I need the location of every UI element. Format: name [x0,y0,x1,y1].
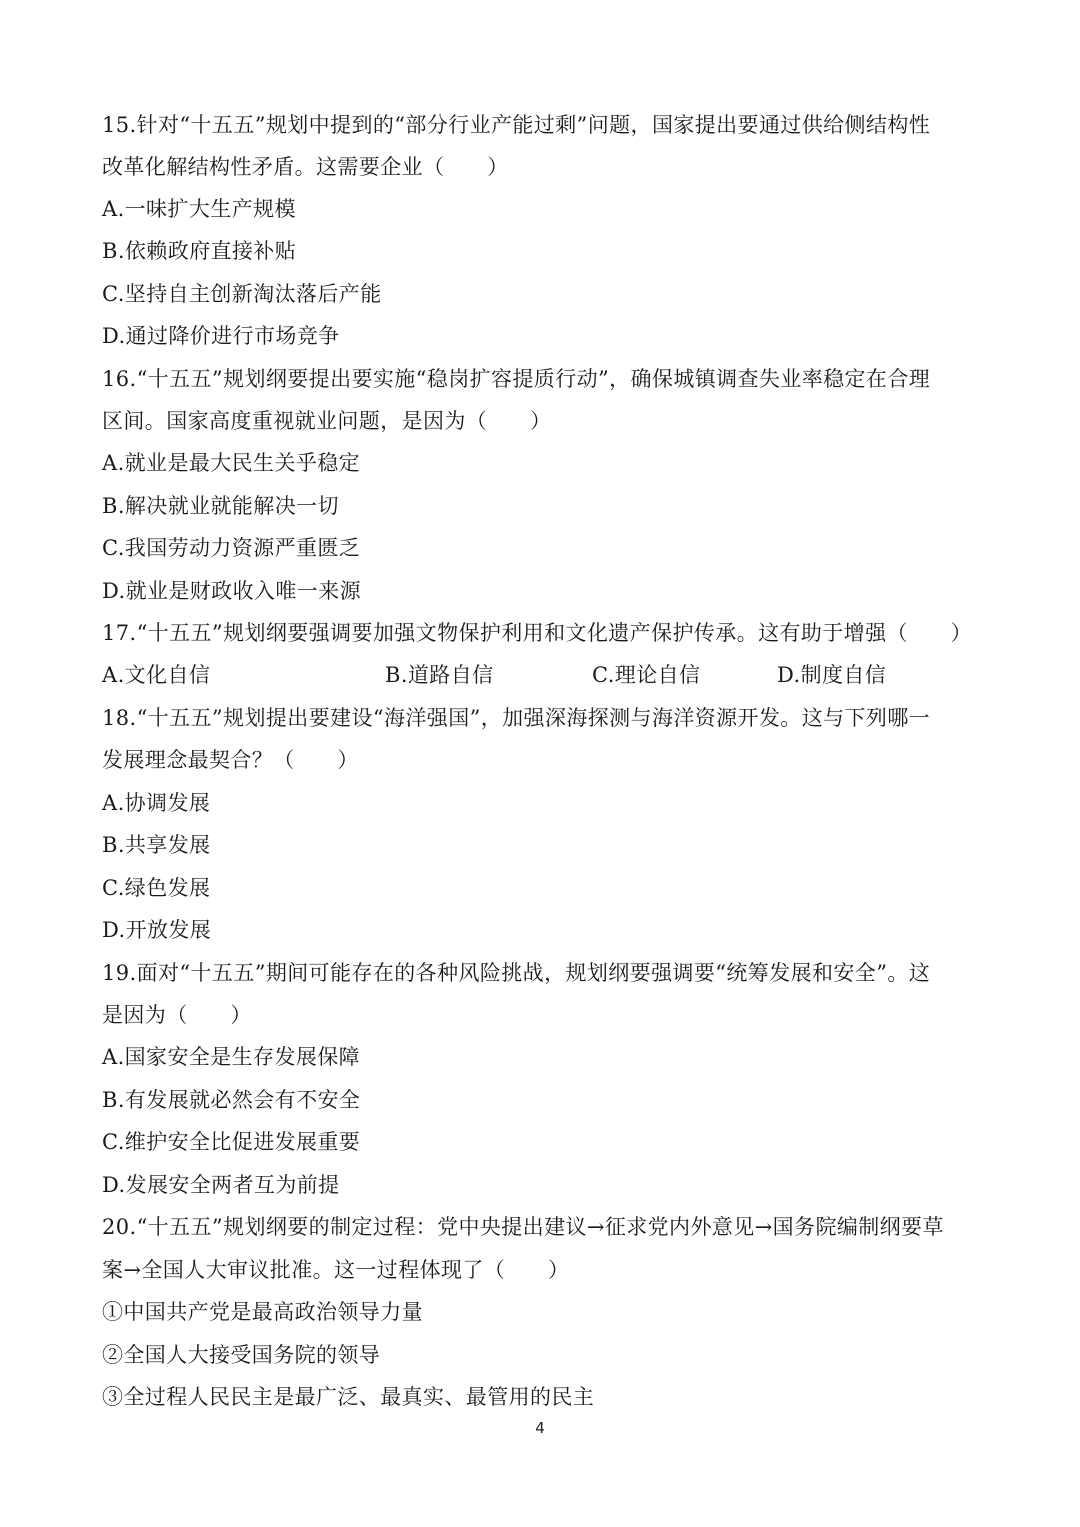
question-16-stem-line-1: 16.“十五五”规划纲要提出要实施“稳岗扩容提质行动”，确保城镇调查失业率稳定在合理 [102,367,931,391]
page-number: 4 [535,1419,545,1437]
question-19-option-d: D.发展安全两者互为前提 [102,1173,340,1197]
question-16-stem-line-2: 区间。国家高度重视就业问题，是因为（ ） [102,409,552,433]
question-20-statement-2: ②全国人大接受国务院的领导 [102,1343,381,1367]
question-17-option-d: D.制度自信 [777,663,887,687]
question-15-option-d: D.通过降价进行市场竞争 [102,324,340,348]
question-15-stem-line-1: 15.针对“十五五”规划中提到的“部分行业产能过剩”问题，国家提出要通过供给侧结构性 [102,113,931,137]
question-18-option-b: B.共享发展 [102,833,211,857]
question-20-stem-line-2: 案→全国人大审议批准。这一过程体现了（ ） [102,1258,570,1282]
question-15-option-c: C.坚持自主创新淘汰落后产能 [102,282,382,306]
question-18-option-a: A.协调发展 [102,791,211,815]
question-15-option-a: A.一味扩大生产规模 [102,197,296,221]
question-16-option-c: C.我国劳动力资源严重匮乏 [102,536,361,560]
question-19-stem-line-2: 是因为（ ） [102,1003,252,1027]
question-16-option-b: B.解决就业就能解决一切 [102,494,339,518]
question-18-option-c: C.绿色发展 [102,876,211,900]
question-18-option-d: D.开放发展 [102,918,212,942]
question-15-option-b: B.依赖政府直接补贴 [102,239,297,263]
question-20-statement-3: ③全过程人民民主是最广泛、最真实、最管用的民主 [102,1385,595,1409]
question-19-stem-line-1: 19.面对“十五五”期间可能存在的各种风险挑战，规划纲要强调要“统筹发展和安全”。这 [102,961,931,985]
question-17-options-row [0,661,1080,689]
question-19-option-a: A.国家安全是生存发展保障 [102,1045,361,1069]
question-18-stem-line-1: 18.“十五五”规划提出要建设“海洋强国”，加强深海探测与海洋资源开发。这与下列哪一 [102,706,931,730]
question-17-option-a: A.文化自信 [102,663,211,687]
question-16-option-d: D.就业是财政收入唯一来源 [102,579,361,603]
question-20-statement-1: ①中国共产党是最高政治领导力量 [102,1300,423,1324]
question-17-stem-line-1: 17.“十五五”规划纲要强调要加强文物保护利用和文化遗产保护传承。这有助于增强（ ） [102,621,973,645]
question-18-stem-line-2: 发展理念最契合？（ ） [102,748,359,772]
question-15-stem-line-2: 改革化解结构性矛盾。这需要企业（ ） [102,155,509,179]
question-16-option-a: A.就业是最大民生关乎稳定 [102,451,361,475]
question-20-stem-line-1: 20.“十五五”规划纲要的制定过程：党中央提出建议→征求党内外意见→国务院编制纲要草 [102,1215,944,1239]
question-17-option-b: B.道路自信 [385,663,494,687]
question-17-option-c: C.理论自信 [592,663,701,687]
question-19-option-b: B.有发展就必然会有不安全 [102,1088,361,1112]
question-19-option-c: C.维护安全比促进发展重要 [102,1130,361,1154]
